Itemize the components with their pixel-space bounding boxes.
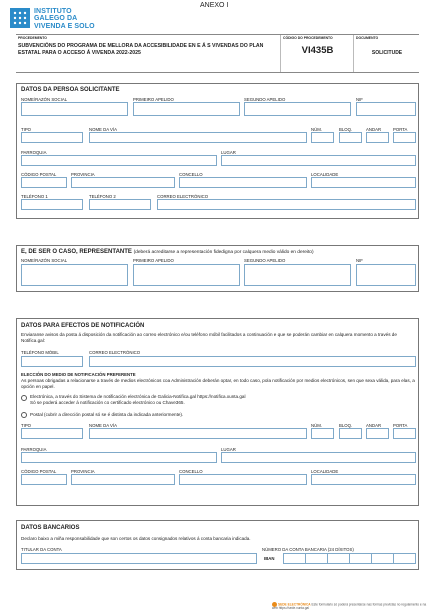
applicant-council-field[interactable] [179,177,307,188]
applicant-phone1-field[interactable] [21,199,83,210]
representative-section-title [21,249,314,255]
notif-place-label: LUGAR [221,447,236,452]
iban-label: IBAN [264,556,275,561]
notif-email-field[interactable] [89,356,416,367]
bank-section [16,520,419,570]
applicant-council-label: CONCELLO [179,172,203,177]
footer-sede: SEDE ELECTRÓNICA [278,602,311,607]
applicant-parish-label: PARROQUIA [21,150,47,155]
bank-section-title: DATOS BANCARIOS [21,525,80,531]
representative-section [16,245,419,292]
bank-account-field[interactable] [283,553,416,564]
notif-mobile-field[interactable] [21,356,83,367]
rep-name-label: NOME/RAZÓN SOCIAL [21,258,68,263]
rep-name-field[interactable] [21,264,128,286]
rep-surname1-field[interactable] [133,264,240,286]
document-cell [353,35,419,72]
notif-floor-label: ANDAR [366,423,382,428]
applicant-name-field[interactable] [21,102,128,116]
institution-name: INSTITUTO GALEGO DA VIVENDA E SOLO [34,8,95,30]
notification-section [16,318,419,506]
notif-council-field[interactable] [179,474,307,485]
applicant-street-field[interactable] [89,132,307,143]
applicant-door-field[interactable] [393,132,416,143]
applicant-street-label: NOME DA VÍA [89,127,117,132]
applicant-email-field[interactable] [157,199,416,210]
applicant-type-field[interactable] [21,132,83,143]
notif-parish-field[interactable] [21,452,217,463]
applicant-place-label: LUGAR [221,150,236,155]
notif-mobile-label: TELÉFONO MÓBIL [21,350,59,355]
notif-postcode-field[interactable] [21,474,67,485]
procedure-code-label: CÓDIGO DO PROCEDEMENTO [283,36,333,40]
notif-postcode-label: CÓDIGO POSTAL [21,469,57,474]
representative-title-text: E, DE SER O CASO, REPRESENTANTE [21,249,132,255]
rep-nif-label: NIF [356,258,363,263]
rep-surname1-label: PRIMEIRO APELIDO [133,258,174,263]
bank-holder-field[interactable] [21,553,257,564]
footer-note [272,602,432,611]
notif-electronic-radio[interactable] [21,395,27,401]
bank-holder-label: TITULAR DA CONTA [21,547,62,552]
applicant-type-label: TIPO [21,127,32,132]
applicant-phone2-label: TELÉFONO 2 [89,194,116,199]
rep-surname2-label: SEGUNDO APELIDO [244,258,286,263]
notif-locality-field[interactable] [311,474,416,485]
applicant-nif-field[interactable] [356,102,416,116]
applicant-block-label: BLOQ. [339,127,353,132]
applicant-phone2-field[interactable] [89,199,151,210]
applicant-place-field[interactable] [221,155,416,166]
applicant-surname2-field[interactable] [244,102,351,116]
procedure-header [16,35,419,72]
applicant-postcode-field[interactable] [21,177,67,188]
notification-intro: Enviaranse avisos da posta á disposición da notificación ao correo electrónico e/ou teléfono móbil facilitados a continuación e que se poderán cambiar en calquera momento a través de Notifica.gal: [21,332,397,343]
procedure-cell [16,35,280,72]
applicant-surname1-label: PRIMEIRO APELIDO [133,97,174,102]
applicant-door-label: PORTA [393,127,408,132]
rep-nif-field[interactable] [356,264,416,286]
procedure-title: SUBVENCIÓNS DO PROGRAMA DE MELLORA DA ACCESIBILIDADE EN E Á S VIVENDAS DO PLAN ESTATAL PARA O ACCESO Á VIVENDA 2022-2025 [18,43,264,56]
notif-province-label: PROVINCIA [71,469,95,474]
footer-text: Este formulario só poderá presentarse nas formas previstas no regulamento e na web https://sede.xunta.gal [272,602,427,611]
notif-block-label: BLOQ. [339,423,353,428]
notif-council-label: CONCELLO [179,469,203,474]
representative-title-note: (deberá acreditarse a representación fidedigna por calquera medio válido en dereito) [133,250,314,255]
applicant-phone1-label: TELÉFONO 1 [21,194,48,199]
applicant-section-title: DATOS DA PERSOA SOLICITANTE [21,87,120,93]
header-bottom-rule [16,72,419,73]
notif-num-field[interactable] [311,428,334,439]
notif-locality-label: LOCALIDADE [311,469,339,474]
notif-type-field[interactable] [21,428,83,439]
applicant-floor-field[interactable] [366,132,389,143]
procedure-code-cell [280,35,353,72]
notif-street-label: NOME DA VÍA [89,423,117,428]
rep-surname2-field[interactable] [244,264,351,286]
notif-type-label: TIPO [21,423,32,428]
notif-preference-title: ELECCIÓN DO MEDIO DE NOTIFICACIÓN PREFERENTE [21,372,136,377]
notif-num-label: NÚM. [311,423,322,428]
applicant-num-label: NÚM. [311,127,322,132]
applicant-postcode-label: CÓDIGO POSTAL [21,172,57,177]
applicant-locality-label: LOCALIDADE [311,172,339,177]
applicant-surname2-label: SEGUNDO APELIDO [244,97,286,102]
procedure-code: VI435B [301,45,334,56]
applicant-surname1-field[interactable] [133,102,240,116]
notif-province-field[interactable] [71,474,175,485]
notif-street-field[interactable] [89,428,307,439]
notif-postal-option: Postal (cubrir a dirección postal só se é distinta da indicada anteriormente). [30,412,184,417]
notif-electronic-option [30,394,416,405]
notif-door-field[interactable] [393,428,416,439]
notif-door-label: PORTA [393,423,408,428]
applicant-province-field[interactable] [71,177,175,188]
notif-electronic-note: Só se poderá acceder á notificación co certificado electrónico ou Chave365. [30,399,185,405]
applicant-num-field[interactable] [311,132,334,143]
applicant-nif-label: NIF [356,97,363,102]
notif-email-label: CORREO ELECTRÓNICO [89,350,141,355]
applicant-section [16,83,419,219]
applicant-province-label: PROVINCIA [71,172,95,177]
notif-postal-radio[interactable] [21,412,27,418]
applicant-locality-field[interactable] [311,177,416,188]
notif-electronic-text: Electrónica, a través do Sistema de notificación electrónica de Galicia-Notifica.gal https://notifica.xunta.gal [30,394,246,399]
applicant-block-field[interactable] [339,132,362,143]
applicant-email-label: CORREO ELECTRÓNICO [157,194,209,199]
notif-block-field[interactable] [339,428,362,439]
notif-parish-label: PARROQUIA [21,447,47,452]
notification-section-title: DATOS PARA EFECTOS DE NOTIFICACIÓN [21,323,145,329]
bank-account-label: NÚMERO DA CONTA BANCARIA (24 DÍXITOS) [262,547,354,552]
applicant-name-label: NOME/RAZÓN SOCIAL [21,97,68,102]
document-type: SOLICITUDE [371,50,403,56]
applicant-floor-label: ANDAR [366,127,382,132]
notif-place-field[interactable] [221,452,416,463]
applicant-parish-field[interactable] [21,155,217,166]
procedure-label: PROCEDEMENTO [18,36,47,40]
document-label: DOCUMENTO [356,36,379,40]
xunta-logo-icon [9,7,31,29]
annex-label: ANEXO I [200,2,229,9]
notif-preference-text: As persoas obrigadas a relacionarse a través de medios electrónicos coa Administración deberán optar, en todo caso, pola notificación por medios electrónicos, sen que sexa válida, para elas, a opción en papel. [21,378,415,389]
notif-floor-field[interactable] [366,428,389,439]
bank-declaration: Declaro baixo a miña responsabilidade que son certos os datos consignados relativos á conta bancaria indicada. [21,536,251,541]
